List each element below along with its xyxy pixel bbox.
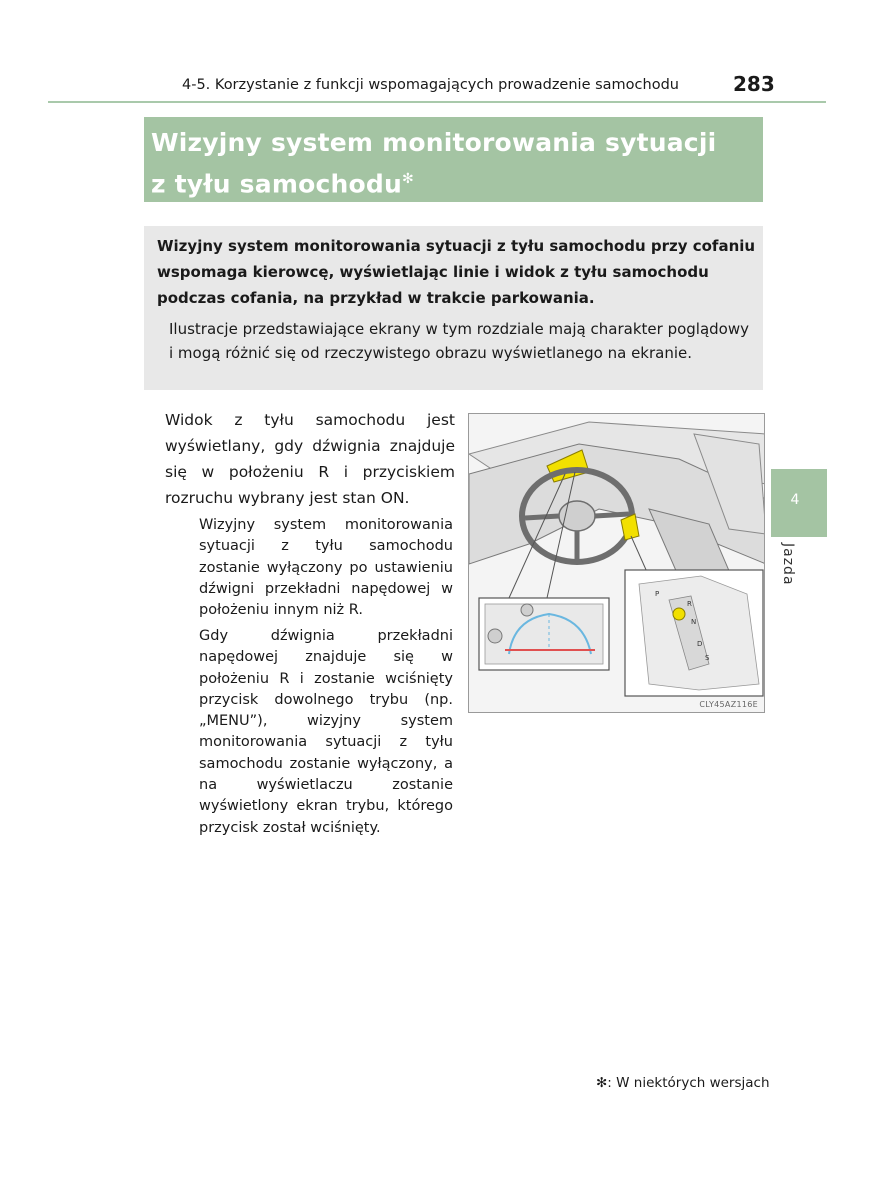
shifter-label-r: R [687,600,692,608]
shifter-label-s: S [705,654,710,662]
footnote: ✻: W niektórych wersjach [596,1075,770,1091]
body-sub-paragraph-2: Gdy dźwignia przekładni napędowej znajduje się w położeniu R i zostanie wciśnięty przycisk dowolnego trybu (np. „MENU”), wizyjny system monitorowania sytuacji z tyłu samochodu zostanie wyłączony, a na wyświetlaczu zostanie wyświetlony ekran trybu, którego przycisk został wciśnięty. [199,628,453,836]
pointer-line-shifter [631,536,647,572]
intro-box [144,226,763,390]
shifter-label-p: P [655,590,660,598]
intro-lead-paragraph: Wizyjny system monitorowania sytuacji z tyłu samochodu przy cofaniu wspomaga kierowcę, wyświetlając linie i widok z tyłu samochodu podczas cofania, na przykład w trakcie parkowania. [157,237,756,307]
running-header-title: 4-5. Korzystanie z funkcji wspomagających prowadzenie samochodu [182,77,679,93]
steering-spoke-left [525,516,559,518]
body-main-paragraph: Widok z tyłu samochodu jest wyświetlany, gdy dźwignia znajduje się w położeniu R i przyciskiem rozruchu wybrany jest stan ON. [165,411,455,507]
camera-icon [488,629,502,643]
intro-note-paragraph: Ilustracje przedstawiające ekrany w tym rozdziale mają charakter poglądowy i mogą różnić się od rzeczywistego obrazu wyświetlanego na ekranie. [169,320,749,362]
illustration-code: CLY45AZ116E [699,700,758,709]
dashboard-drawing [469,414,765,713]
shifter-label-n: N [691,618,697,626]
footnote-marker: ✻ [401,171,414,187]
chapter-tab-label: Jazda [780,543,796,586]
section-title-line-2: z tyłu samochodu [151,169,402,199]
shifter-label-d: D [697,640,703,648]
page-number: 283 [733,72,775,96]
rear-camera-screen [485,604,603,664]
section-title [151,125,753,202]
section-title-box [144,117,763,202]
steering-spoke-right [595,514,629,516]
reverse-position-highlight [673,608,685,620]
steering-wheel-hub [559,501,595,531]
chapter-tab [771,469,827,537]
knob-icon [521,604,533,616]
dashboard-illustration [468,413,765,713]
chapter-tab-number: 4 [790,492,800,508]
header-divider [48,101,826,103]
body-sub-paragraph-1: Wizyjny system monitorowania sytuacji z tyłu samochodu zostanie wyłączony po ustawieniu dźwigni przekładni napędowej w położeniu innym niż R. [199,517,453,619]
section-title-line-1: Wizyjny system monitorowania sytuacji [151,128,717,157]
